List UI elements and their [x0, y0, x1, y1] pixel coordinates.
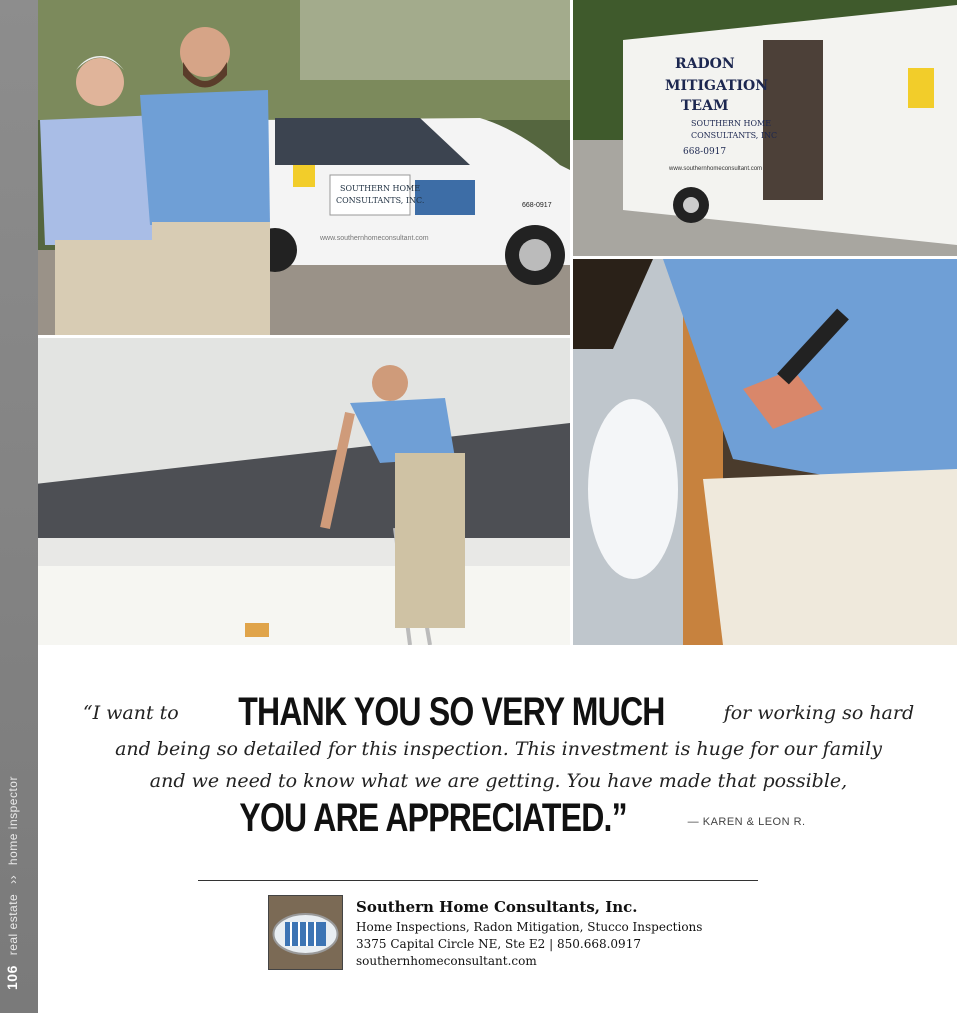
quote-attribution: — KAREN & LEON R. — [687, 816, 806, 828]
sidebar-label — [4, 776, 20, 990]
photo-inspector-roof — [0, 338, 570, 645]
company-name: Southern Home Consultants, Inc. — [356, 898, 638, 916]
trailer-sign-line1: RADON — [675, 56, 735, 72]
page-number: 106 — [4, 965, 20, 990]
separator: ›› — [6, 874, 20, 884]
quote-line-4 — [40, 796, 957, 841]
car-sign-web: www.southernhomeconsultant.com — [320, 235, 429, 242]
quote-open: “I want to — [82, 702, 179, 724]
trailer-sign-web: www.southernhomeconsultant.com — [669, 166, 763, 172]
trailer-sign-line2: MITIGATION — [665, 78, 769, 94]
divider — [198, 880, 758, 881]
quote-line-3: and we need to know what we are getting. You have made that possible, — [149, 770, 848, 792]
section-label: real estate — [6, 893, 20, 956]
company-logo — [268, 895, 343, 970]
quote-line-2: and being so detailed for this inspection. This investment is huge for our family — [115, 738, 882, 760]
car-sign-line1: SOUTHERN HOME — [340, 184, 421, 193]
car-sign-line2: CONSULTANTS, INC. — [336, 196, 425, 205]
quote-cont-1: for working so hard — [723, 702, 915, 724]
photo-radon-trailer — [573, 0, 957, 256]
quote-emphasis-2: YOU ARE APPRECIATED.” — [239, 796, 628, 840]
company-website[interactable]: southernhomeconsultant.com — [356, 954, 537, 968]
company-address-phone: 3375 Capital Circle NE, Ste E2 | 850.668.0917 — [356, 937, 641, 951]
trailer-sign-line3: TEAM — [681, 98, 729, 114]
photo-inspector-flashlight — [573, 259, 957, 645]
company-services: Home Inspections, Radon Mitigation, Stucco Inspections — [356, 920, 703, 934]
trailer-sign-company1: SOUTHERN HOME — [691, 119, 772, 128]
trailer-sign-company2: CONSULTANTS, INC — [691, 131, 778, 140]
quote-line-1 — [40, 690, 957, 735]
category-label: home inspector — [6, 776, 20, 866]
company-info — [356, 898, 702, 970]
photo-owners-with-car — [0, 0, 570, 335]
page-sidebar — [0, 0, 38, 1013]
trailer-sign-phone: 668-0917 — [683, 147, 727, 157]
car-sign-phone: 668-0917 — [522, 202, 552, 209]
quote-emphasis-1: THANK YOU SO VERY MUCH — [238, 690, 665, 734]
